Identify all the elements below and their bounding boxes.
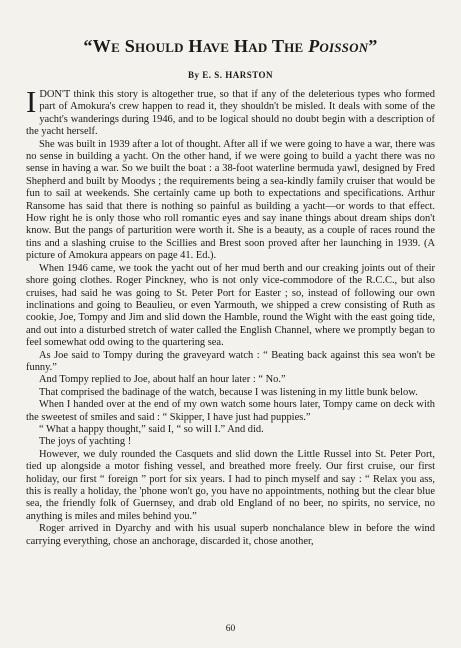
paragraph [26,424,435,436]
title-close: ” [368,36,378,56]
article-body [26,84,435,548]
paragraph-text: That comprised the badinage of the watch, because I was listening in my little bunk below. [39,386,418,398]
paragraph [26,449,435,523]
paragraph [26,350,435,375]
paragraph-text: She was built in 1939 after a lot of thought. After all if we were going to have a war, there was no sense in building a yacht. On the other hand, if we were going to build a yacht there was no sense in having a war. So we built the boat : a 38-foot waterline bermuda yawl, designed by Fred Shepherd and built by Moodys ; the requirements being a sea-kindly family cruiser that would be fun to sail at weekends. She certainly came up both to expectations and specifications. Arthur Ransome has said that there is nothing so painful as building a yacht—or words to that effect. How right he is only those who roll romantic eyes and say inane things about dream ships don't know. But the pangs of parturition were worth it. She is a beauty, as a couple of races round the tins and a slashing cruise to the Scillies and Brest soon proved after her launching in 1939. (A picture of Amokura appears on page 41. Ed.). [26,138,435,262]
paragraph-text: The joys of yachting ! [39,436,132,448]
paragraph-text: When I handed over at the end of my own watch some hours later, Tompy came on deck with the sweetest of smiles and said : “ Skipper, I have just had puppies.” [26,399,435,423]
paragraph [26,374,435,386]
paragraph [26,84,435,139]
paragraph-text: “ What a happy thought,” said I, “ so will I.” And did. [39,423,264,435]
title-italic: Poisson [308,36,369,56]
paragraph [26,523,435,548]
paragraph-text: When 1946 came, we took the yacht out of her mud berth and our creaking joints out of their shore going clothes. Roger Pinckney, who is not only vice-commodore of the R.C.C., but also cruises, had said he was going to St. Peter Port for Easter ; so, instead of following our own inclinations and going to Beaulieu, or even Yarmouth, we shipped a crew consisting of Ruth as cookie, Joe, Tompy and Jim and slid down the Hamble, round the Wight with the east going tide, and out into a disturbed stretch of water called the English Channel, where we promptly began to feel somewhat odd owing to the quartering sea. [26,262,435,349]
paragraph-text: Roger arrived in Dyarchy and with his usual superb nonchalance blew in before the wind carrying everything, chose an anchorage, discarded it, chose another, [26,523,435,547]
article-title [26,36,435,57]
drop-cap: I [26,84,37,119]
paragraph [26,399,435,424]
paragraph-text: And Tompy replied to Joe, about half an hour later : “ No.” [39,374,286,386]
paragraph [26,139,435,263]
paragraph [26,436,435,448]
paragraph-text: DON'T think this story is altogether true, so that if any of the deleterious types who formed part of Amokura's crew happen to read it, they shouldn't be misled. It deals with some of the yacht's wanderings during 1946, and to be logical should no doubt begin with a description of the yacht herself. [26,89,435,138]
paragraph-text: As Joe said to Tompy during the graveyard watch : “ Beating back against this sea won't be funny.” [26,349,435,373]
page-number: 60 [225,624,236,634]
paragraph [26,263,435,350]
byline: By E. S. HARSTON [187,70,274,80]
paragraph-text: However, we duly rounded the Casquets and slid down the Little Russel into St. Peter Port, tied up alongside a motor fishing vessel, and breathed more freely. Our first cruise, our first holiday, our first “ foreign ” port for six years. I had to pinch myself and say : “ Relax you ass, this is really a holiday, the 'phone won't go, you have no appointments, nothing but the clear blue sea, the friendly folk of Guernsey, and drab old England of no beer, no spirits, no service, no anything is miles and miles behind you.” [26,448,435,522]
paragraph [26,387,435,399]
title-open: “We Should Have Had The [83,36,309,56]
